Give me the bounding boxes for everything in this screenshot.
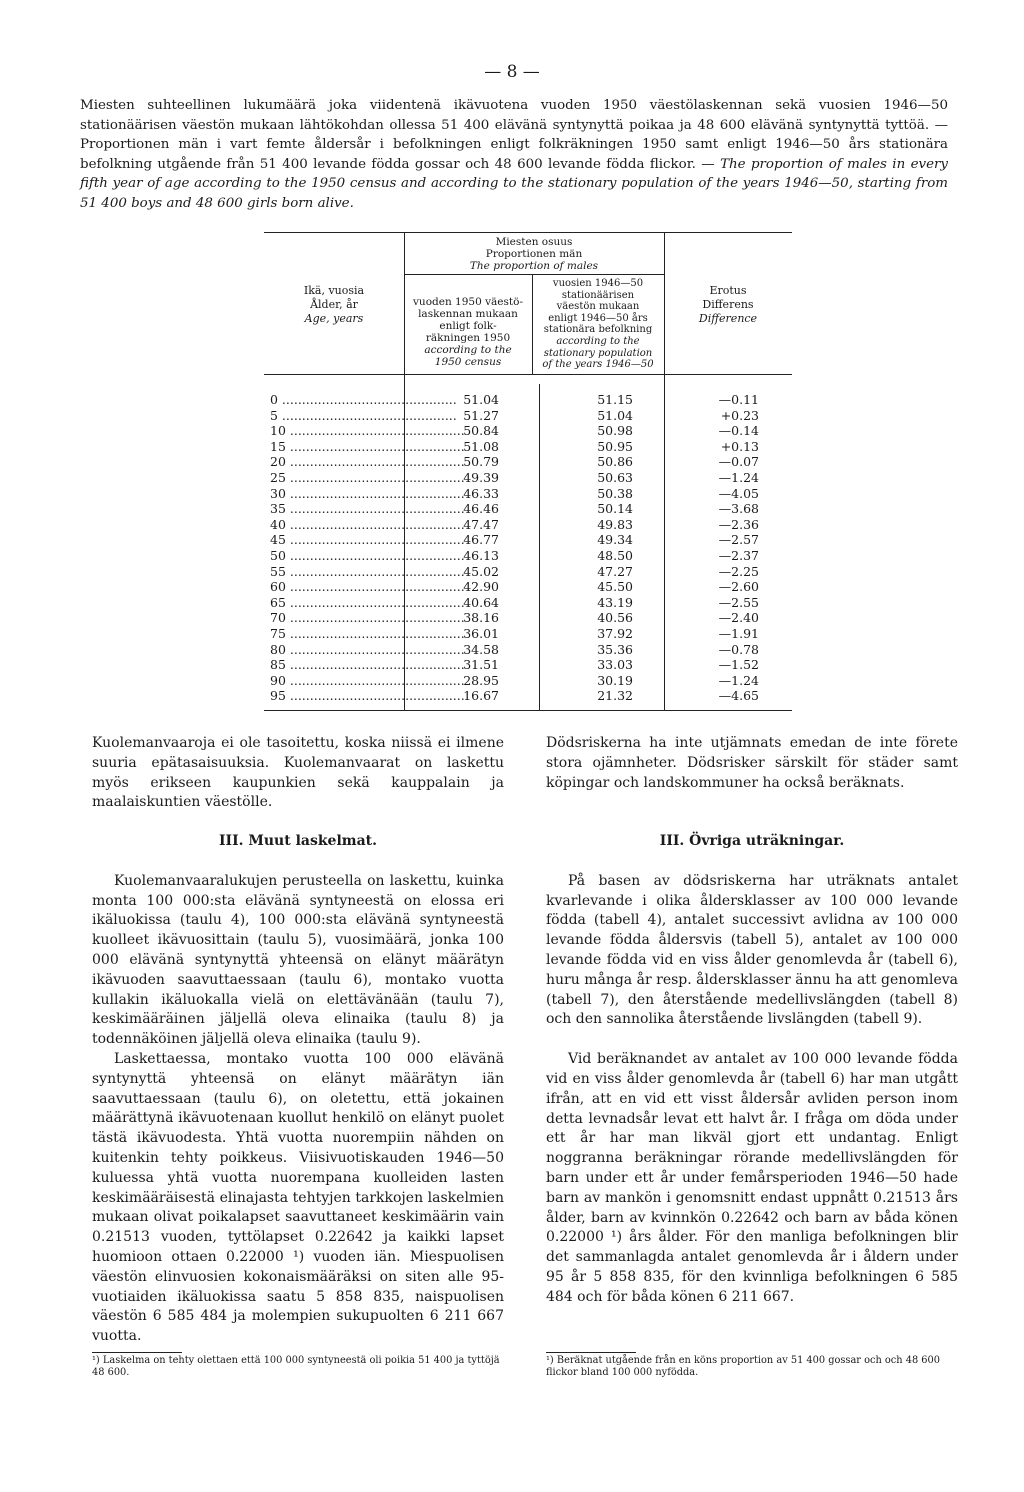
left-column-body (92, 832, 504, 1347)
census-cell: 31.51 (463, 657, 499, 673)
left-column-note (92, 734, 504, 813)
leader-dots: ............................................ (285, 610, 465, 626)
difference-cell: —2.37 (718, 548, 759, 563)
stationary-cell: 50.14 (597, 501, 633, 517)
census-cell: 51.04 (463, 392, 499, 407)
page-number: — 8 — (484, 62, 540, 82)
leader-dots: ............................................ (285, 641, 465, 657)
difference-cell: —2.40 (718, 610, 759, 626)
age-cell (270, 423, 465, 439)
age-value: 65 (270, 594, 286, 610)
table-row (264, 454, 792, 469)
difference-cell: —2.60 (718, 579, 759, 595)
difference-cell: —2.57 (718, 532, 759, 548)
leader-dots: ............................................ (285, 485, 465, 501)
table-row (264, 657, 792, 672)
table-row (264, 501, 792, 516)
right-paragraph-1: På basen av dödsriskerna har uträknats antalet kvarlevande i olika åldersklasser av 100 000 levande födda (tabell 4), antalet successivt avlidna av 100 000 levande födda åldersvis (tabell 5), antalet av 100 000 levande födda vid en viss ålder genomlevda år (tabell 6), huru många år resp. åldersklasser ännu ha att genomleva (tabell 7), den återstående medellivslängden (tabell 8) och den sannolika återstående livslängden (tabell 9). (546, 872, 958, 1028)
census-cell: 50.79 (463, 454, 499, 470)
table-caption (80, 96, 948, 214)
age-value: 45 (270, 532, 286, 548)
leader-dots: ............................................ (277, 392, 457, 407)
table-row (264, 548, 792, 563)
age-cell (270, 579, 465, 595)
left-note: Kuolemanvaaroja ei ole tasoitettu, koska niissä ei ilmene suuria epätasaisuuksia. Kuolemanvaarat on laskettu myös erikseen kaupunkien sekä kauppalain ja maalaiskuntien väestölle. (92, 735, 504, 811)
difference-cell: —1.91 (718, 626, 759, 641)
leader-dots: ............................................ (285, 548, 465, 563)
difference-cell: —3.68 (718, 501, 759, 517)
age-cell (270, 438, 465, 454)
stationary-cell: 50.38 (597, 485, 633, 501)
left-paragraph-1: Kuolemanvaaralukujen perusteella on laskettu, kuinka monta 100 000:sta elävänä syntyneestä on elossa eri ikäluokissa (taulu 4), 100 000:sta elävänä syntyneestä kuolleet ikävuosittain (taulu 5), vuosimäärä, jonka 100 000 elävänä syntynyttä yhteensä on elänyt määrätyn ikävuoden saavuttaessaan (taulu 6), montako vuotta kullakin ikäluokalla vielä on elettävänään (taulu 7), keskimääräinen jäljellä oleva elinaika (taulu 8) ja todennäköinen jäljellä oleva elinaika (taulu 9). (92, 872, 504, 1048)
census-cell: 50.84 (463, 423, 499, 439)
leader-dots: ............................................ (285, 672, 465, 688)
leader-dots: ............................................ (277, 407, 457, 423)
age-value: 30 (270, 485, 286, 501)
leader-dots: ............................................ (285, 501, 465, 517)
stationary-cell: 50.63 (597, 470, 633, 485)
caption-swedish: — Proportionen män i vart femte åldersår i befolkningen enligt folkräkningen 1950 samt enligt 1946—50 års stationära befolkning utgående från 51 400 levande födda gossar och 48 600 levande födda flickor. (80, 117, 948, 172)
census-cell: 28.95 (463, 672, 499, 688)
age-header: Ikä, vuosia Ålder, år Age, years (303, 284, 365, 325)
leader-dots: ............................................ (285, 594, 465, 610)
leader-dots: ............................................ (285, 532, 465, 548)
age-value: 0 (270, 392, 278, 407)
age-cell (270, 610, 465, 626)
group-header: Miesten osuus Proportionen män The proportion of males (469, 236, 599, 272)
stationary-header: vuosien 1946—50 stationäärisen väestön mukaan enligt 1946—50 års stationära befolkning according to the stationary population of the years 1946—50 (542, 278, 654, 371)
leader-dots: ............................................ (285, 563, 465, 579)
census-cell: 34.58 (463, 641, 499, 657)
age-cell (270, 594, 465, 610)
difference-cell: +0.23 (720, 407, 759, 423)
stationary-cell: 50.95 (597, 438, 633, 454)
stationary-cell: 48.50 (597, 548, 633, 563)
age-value: 85 (270, 657, 286, 673)
caption-english: — The proportion of males in every fifth year of age according to the 1950 census and according to the stationary population of the years 1946—50, starting from 51 400 boys and 48 600 girls born alive. (80, 156, 948, 211)
age-cell (270, 657, 465, 673)
age-value: 75 (270, 626, 286, 641)
age-value: 15 (270, 438, 286, 454)
table-row (264, 486, 792, 501)
stationary-cell: 37.92 (597, 626, 633, 641)
table-row (264, 626, 792, 641)
stationary-cell: 50.98 (597, 423, 633, 439)
age-value: 80 (270, 641, 286, 657)
table-row (264, 595, 792, 610)
difference-cell: —4.05 (718, 485, 759, 501)
stationary-cell: 51.04 (597, 407, 633, 423)
census-cell: 47.47 (463, 516, 499, 532)
age-cell (270, 563, 465, 579)
difference-cell: —1.24 (718, 470, 759, 485)
census-cell: 38.16 (463, 610, 499, 626)
census-cell: 51.08 (463, 438, 499, 454)
stationary-cell: 47.27 (597, 563, 633, 579)
age-value: 50 (270, 548, 286, 563)
leader-dots: ............................................ (285, 579, 465, 595)
leader-dots: ............................................ (285, 470, 465, 485)
stationary-cell: 40.56 (597, 610, 633, 626)
age-value: 25 (270, 470, 286, 485)
census-cell: 46.33 (463, 485, 499, 501)
stationary-cell: 33.03 (597, 657, 633, 673)
age-cell (270, 548, 465, 563)
stationary-cell: 51.15 (597, 392, 633, 407)
leader-dots: ............................................ (285, 626, 465, 641)
age-cell (270, 641, 465, 657)
difference-cell: —2.25 (718, 563, 759, 579)
difference-cell: —1.52 (718, 657, 759, 673)
census-cell: 16.67 (463, 688, 499, 704)
caption-finnish: Miesten suhteellinen lukumäärä joka viidentenä ikävuotena vuoden 1950 väestölaskennan sekä vuosien 1946—50 stationäärisen väestön mukaan lähtökohdan ollessa 51 400 elävänä syntynyttä poikaa ja 48 600 elävänä syntynyttä tyttöä. (80, 98, 948, 133)
table-row (264, 532, 792, 547)
table-row (264, 470, 792, 485)
leader-dots: ............................................ (285, 516, 465, 532)
stationary-cell: 45.50 (597, 579, 633, 595)
age-value: 90 (270, 672, 286, 688)
age-value: 55 (270, 563, 286, 579)
age-value: 10 (270, 423, 286, 439)
age-cell (270, 485, 465, 501)
difference-cell: —0.07 (718, 454, 759, 470)
census-header: vuoden 1950 väestö- laskennan mukaan enligt folk- räkningen 1950 according to the 1950 census (413, 296, 523, 368)
census-cell: 46.77 (463, 532, 499, 548)
difference-cell: —4.65 (718, 688, 759, 704)
age-value: 35 (270, 501, 286, 517)
census-cell: 40.64 (463, 594, 499, 610)
age-cell (270, 407, 457, 423)
stationary-cell: 21.32 (597, 688, 633, 704)
right-note: Dödsriskerna ha inte utjämnats emedan de inte förete stora ojämnheter. Dödsrisker särskilt för städer samt köpingar och landskommuner ha också beräknats. (546, 735, 958, 791)
difference-cell: —2.55 (718, 594, 759, 610)
table-row (264, 564, 792, 579)
age-value: 5 (270, 407, 278, 423)
age-value: 40 (270, 516, 286, 532)
table-row (264, 688, 792, 703)
difference-header: Erotus Differens Difference (698, 284, 758, 325)
difference-cell: —0.11 (718, 392, 759, 407)
difference-cell: +0.13 (720, 438, 759, 454)
stationary-cell: 49.83 (597, 516, 633, 532)
age-cell (270, 626, 465, 641)
age-cell (270, 688, 465, 704)
difference-cell: —1.24 (718, 672, 759, 688)
age-cell (270, 516, 465, 532)
leader-dots: ............................................ (285, 454, 465, 470)
census-cell: 46.46 (463, 501, 499, 517)
left-footnote: ¹) Laskelma on tehty olettaen että 100 000 syntyneestä oli poikia 51 400 ja tyttöjä 48 600. (92, 1355, 500, 1378)
leader-dots: ............................................ (285, 438, 465, 454)
census-cell: 42.90 (463, 579, 499, 595)
table-row (264, 579, 792, 594)
table-row (264, 439, 792, 454)
stationary-cell: 50.86 (597, 454, 633, 470)
stationary-cell: 43.19 (597, 594, 633, 610)
right-column-body (546, 832, 958, 1308)
left-heading: III. Muut laskelmat. (218, 833, 377, 849)
census-cell: 46.13 (463, 548, 499, 563)
age-value: 95 (270, 688, 286, 704)
table-row (264, 642, 792, 657)
difference-cell: —0.78 (718, 641, 759, 657)
stationary-cell: 30.19 (597, 672, 633, 688)
census-cell: 49.39 (463, 470, 499, 485)
age-cell (270, 454, 465, 470)
stationary-cell: 35.36 (597, 641, 633, 657)
age-cell (270, 392, 457, 407)
table-row (264, 610, 792, 625)
right-column-note (546, 734, 958, 793)
difference-cell: —0.14 (718, 423, 759, 439)
table-row (264, 392, 792, 407)
age-cell (270, 672, 465, 688)
census-cell: 45.02 (463, 563, 499, 579)
difference-cell: —2.36 (718, 516, 759, 532)
age-value: 60 (270, 579, 286, 595)
right-paragraph-2: Vid beräknandet av antalet av 100 000 levande födda vid en viss ålder genomlevda år (tabell 6) har man utgått ifrån, att en vid ett visst åldersår avliden person inom detta levnadsår levat ett halvt år. I fråga om döda under ett år har man likväl gjort ett undantag. Enligt noggranna beräkningar rörande medellivslängden för barn under ett år under femårsperioden 1946—50 hade barn av mankön i genomsnitt endast uppnått 0.21513 års ålder, barn av kvinnkön 0.22642 och barn av båda könen 0.22000 ¹) års ålder. För den manliga befolkningen blir det sammanlagda antalet genomlevda år i åldern under 95 år 5 858 835, för den kvinnliga befolkningen 6 585 484 och för båda könen 6 211 667. (546, 1051, 958, 1305)
leader-dots: ............................................ (285, 423, 465, 439)
table-row (264, 517, 792, 532)
census-cell: 36.01 (463, 626, 499, 641)
stationary-cell: 49.34 (597, 532, 633, 548)
age-cell (270, 532, 465, 548)
census-cell: 51.27 (463, 407, 499, 423)
left-paragraph-2: Laskettaessa, montako vuotta 100 000 elävänä syntynyttä yhteensä on elänyt määrätyn iän saavuttaessaan (taulu 6), on oletettu, että jokainen määrättynä ikävuotenaan kuollut henkilö on elänyt puolet tästä ikävuodesta. Yhtä vuotta nuorempiin nähden on kuitenkin tehty poikkeus. Viisivuotiskauden 1946—50 kuluessa yhtä vuotta nuorempana kuolleiden lasten keskimääräisestä elinajasta tehtyjen tarkkojen laskelmien mukaan olivat poikalapset saavuttaneet keskimäärin vain 0.21513 vuoden, tyttölapset 0.22642 ja kaikki lapset huomioon ottaen 0.22000 ¹) vuoden iän. Miespuolisen väestön elinvuosien kokonaismääräksi on siten alle 95-vuotiaiden ikäluokissa saatu 5 858 835, naispuolisen väestön 6 585 484 ja molempien sukupuolten 6 211 667 vuotta. (92, 1050, 504, 1345)
table-row (264, 408, 792, 423)
age-value: 70 (270, 610, 286, 626)
table-row (264, 673, 792, 688)
leader-dots: ............................................ (285, 657, 465, 673)
right-heading: III. Övriga uträkningar. (659, 833, 845, 849)
table-row (264, 423, 792, 438)
right-footnote: ¹) Beräknat utgående från en köns proportion av 51 400 gossar och och 48 600 flickor bland 100 000 nyfödda. (546, 1355, 940, 1378)
age-cell (270, 501, 465, 517)
age-value: 20 (270, 454, 286, 470)
proportion-table (264, 232, 792, 712)
age-cell (270, 470, 465, 485)
leader-dots: ............................................ (285, 688, 465, 704)
